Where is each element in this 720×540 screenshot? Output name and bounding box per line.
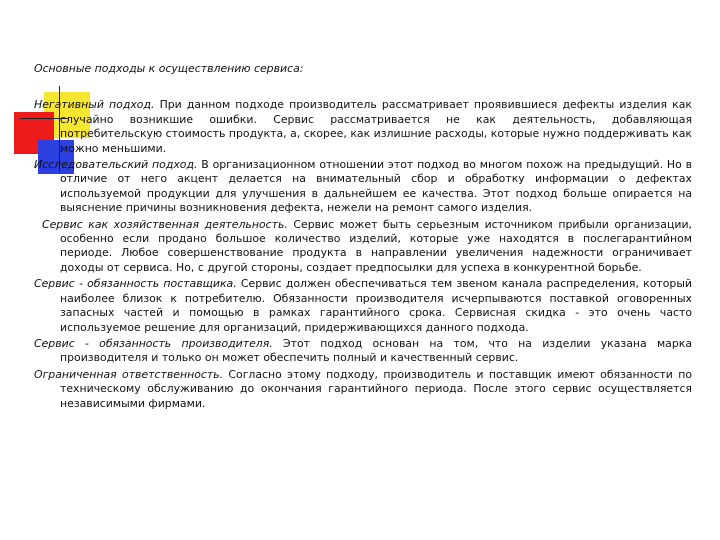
approach-paragraph: [34, 368, 692, 411]
approach-paragraph: [34, 277, 692, 335]
slide-content: [34, 62, 692, 413]
approach-paragraph: [34, 98, 692, 156]
approach-text: Согласно этому подходу, производитель и поставщик имеют обязанности по техническому обслуживанию до окончания гарантийного периода. После этого сервис осуществляется независимыми фирмами.: [60, 367, 692, 410]
approach-lead: Ограниченная ответственность.: [34, 367, 224, 381]
approach-lead: Сервис как хозяйственная деятельность.: [42, 217, 288, 231]
approach-lead: Исследовательский подход.: [34, 158, 198, 172]
approach-paragraph: [34, 337, 692, 366]
approach-text: Этот подход основан на том, что на изделии указана марка производителя и только он может обеспечить полный и качественный сервис.: [60, 336, 692, 365]
approach-lead: Негативный подход.: [34, 98, 155, 112]
approach-text: Сервис может быть серьезным источником прибыли организации, особенно если продано большое количество изделий, которые уже находятся в послегарантийном периоде. Любое совершенствование продукта в направлении увеличения надежности ограничивает доходы от сервиса. Но, с другой стороны, создает предпосылки для успеха в конкурентной борьбе.: [60, 217, 693, 274]
approach-paragraph: [34, 158, 692, 216]
approach-lead: Сервис - обязанность поставщика.: [34, 277, 237, 291]
approach-text: При данном подходе производитель рассматривает проявившиеся дефекты изделия как случайно возникшие ошибки. Сервис рассматривается не как деятельность, добавляющая потребительскую стоимость продукта, а, скорее, как излишние расходы, которые нужно поддерживать как можно меньшими.: [60, 98, 692, 155]
slide-title: Основные подходы к осуществлению сервиса:: [34, 62, 304, 75]
approach-text: Сервис должен обеспечиваться тем звеном канала распределения, который наиболее близок к потребителю. Обязанности производителя исчерпываются поставкой оговоренных запасных частей и помощью в рамках гарантийного срока. Сервисная скидка - это очень часто используемое решение для организаций, придерживающихся данного подхода.: [60, 277, 692, 334]
approach-text: В организационном отношении этот подход во многом похож на предыдущий. Но в отличие от него акцент делается на внимательный сбор и обработку информации о дефектах используемой продукции для улучшения в дальнейшем ее качества. Этот подход больше опирается на выяснение причины возникновения дефекта, нежели на ремонт самого изделия.: [60, 158, 692, 215]
approach-paragraph: [34, 218, 692, 276]
approach-lead: Сервис - обязанность производителя.: [34, 336, 273, 350]
